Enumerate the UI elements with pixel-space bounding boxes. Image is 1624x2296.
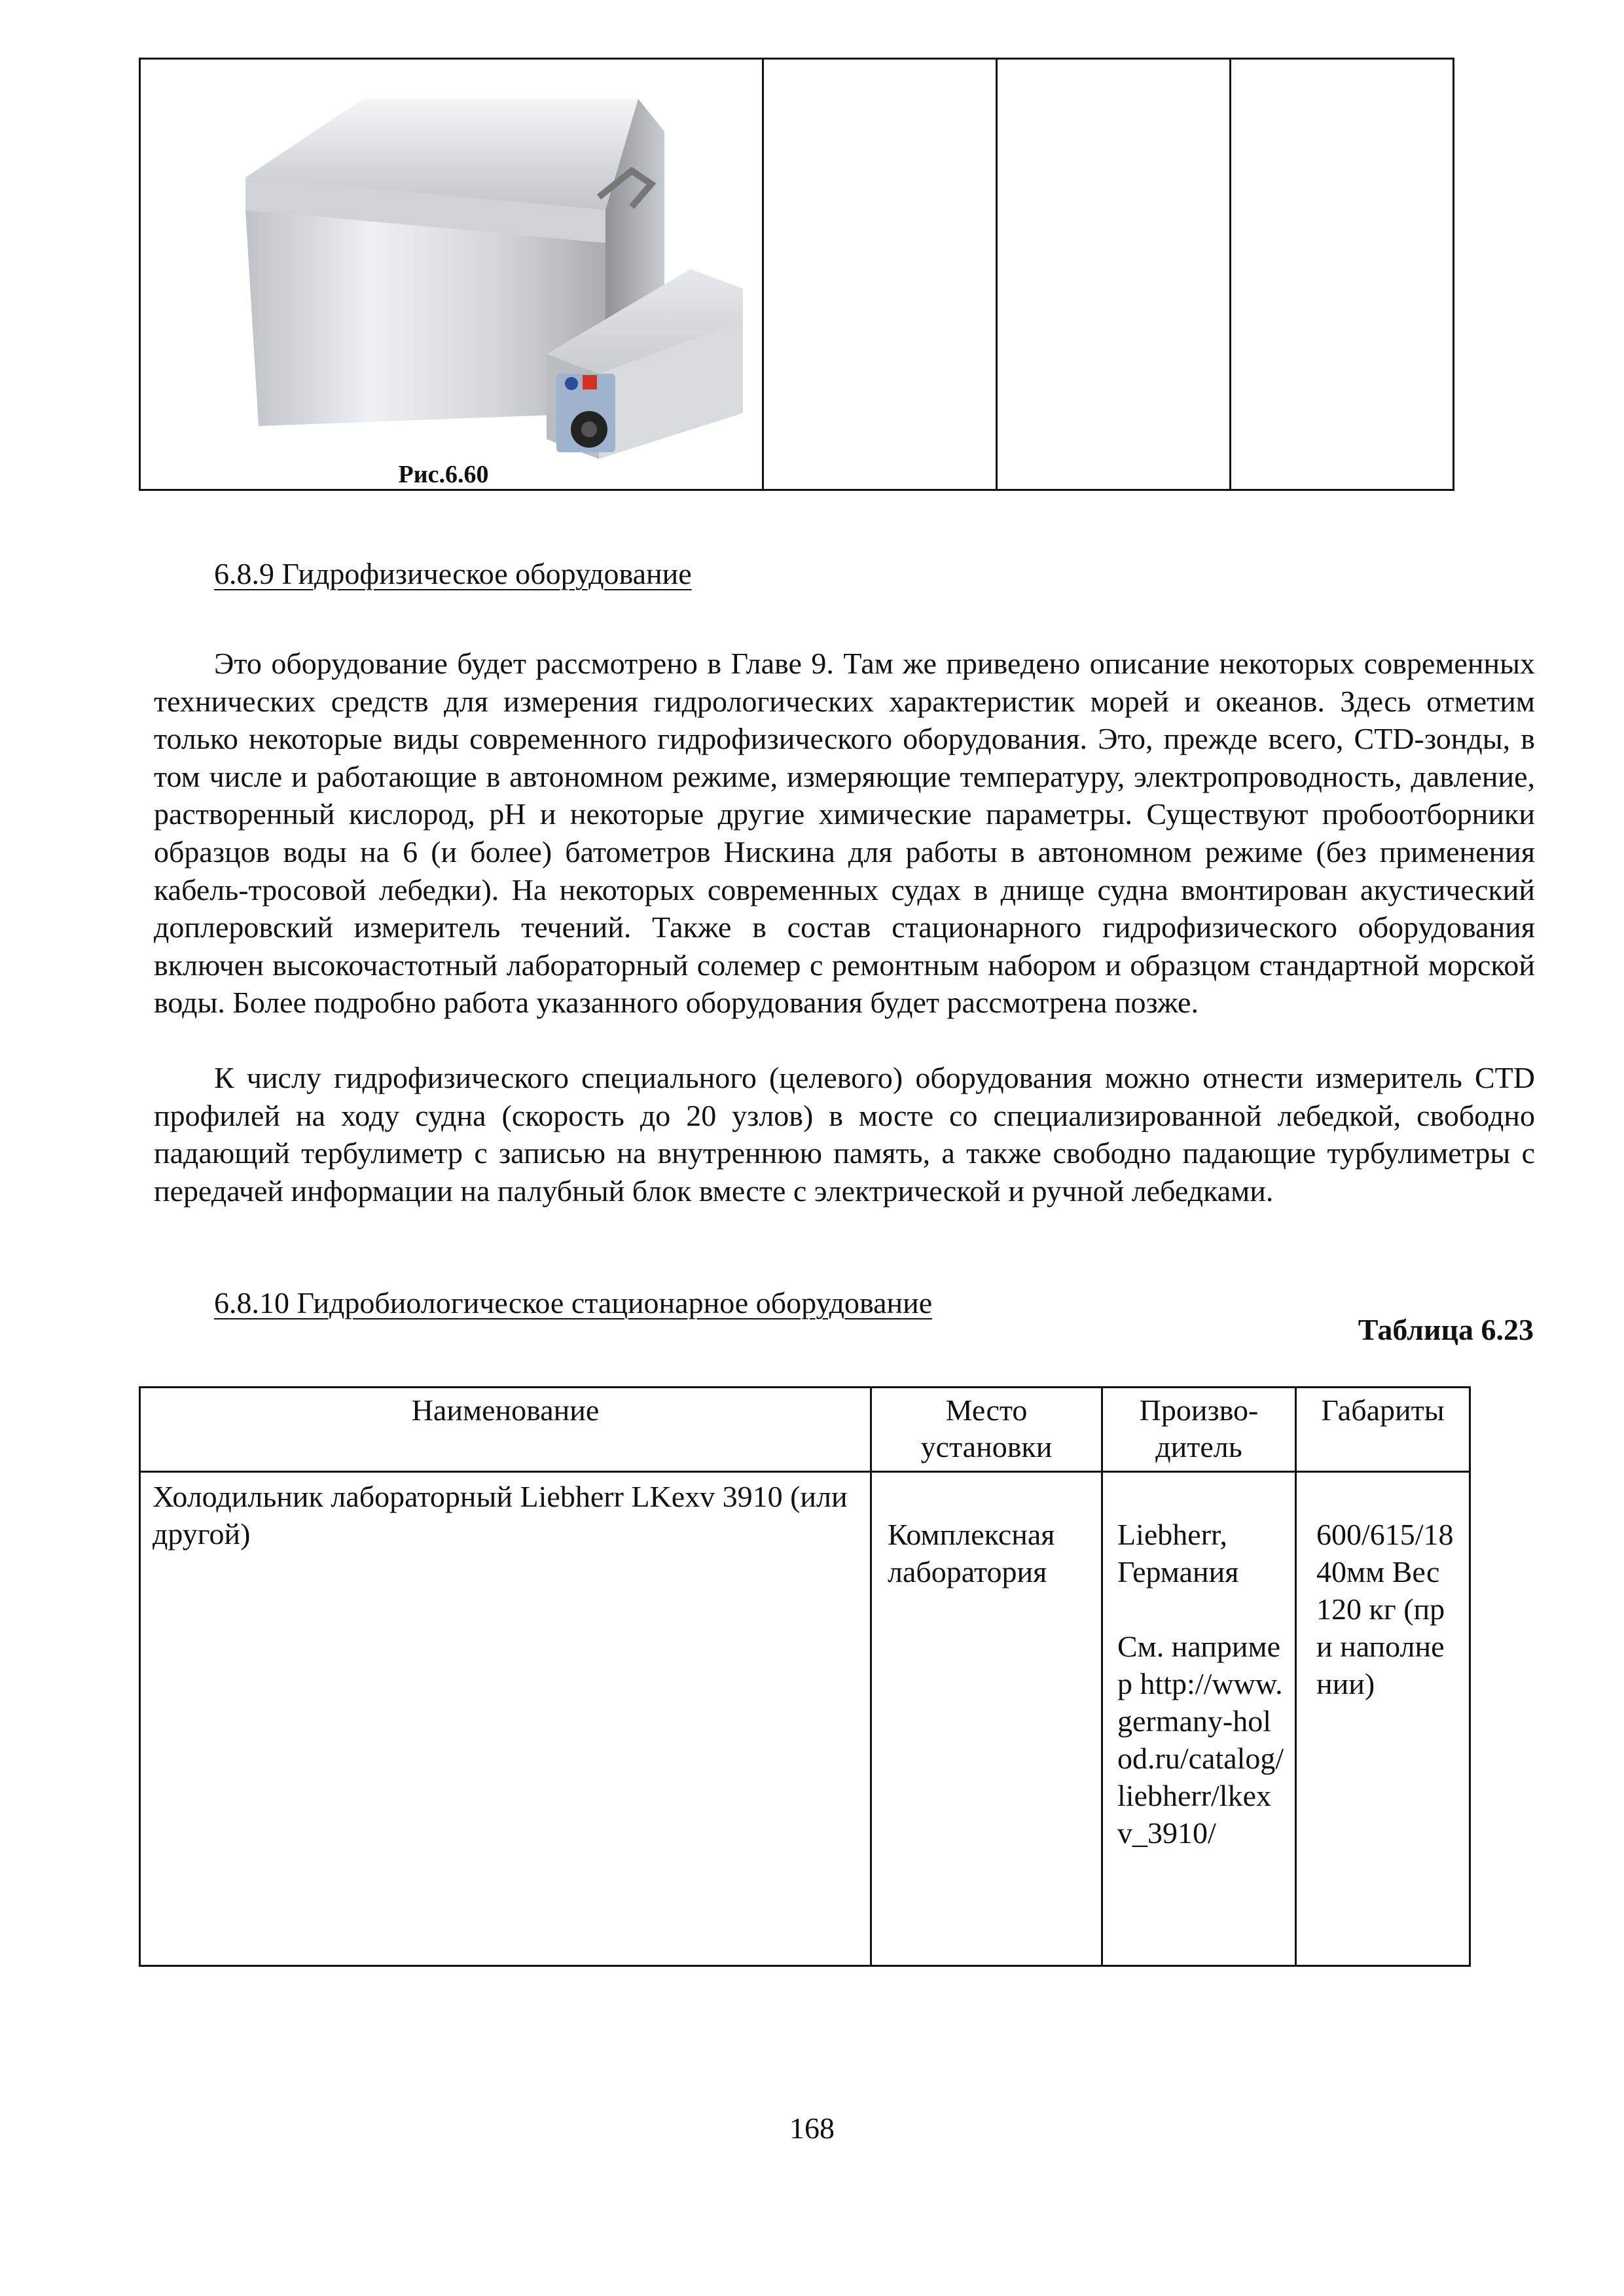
equipment-table <box>139 1386 1471 1967</box>
maker-name: Liebherr, Германия <box>1117 1518 1239 1588</box>
table-row <box>140 1472 1470 1966</box>
paragraph: Это оборудование будет рассмотрено в Главе 9. Там же приведено описание некоторых современных технических средств для измерения гидрологических характеристик морей и океанов. Здесь отметим только некоторые виды современного гидрофизического оборудования. Это, прежде всего, CTD-зонды, в том числе и работающие в автономном режиме, измеряющие температуру, электропроводность, давление, растворенный кислород, pH и некоторые другие химические параметры. Существуют пробоотборники образцов воды на 6 (и более) батометров Нискина для работы в автономном режиме (без применения кабель-тросовой лебедки). На некоторых современных судах в днище судна вмонтирован акустический доплеровский измеритель течений. Также в состав стационарного гидрофизического оборудования включен высокочастотный лабораторный солемер с ремонтным набором и образцом стандартной морской воды. Более подробно работа указанного оборудования будет рассмотрена позже. <box>154 647 1535 1020</box>
column-header-maker: Произво-дитель <box>1102 1388 1296 1472</box>
maker-link: См. например http://www.germany-holod.ru/catalog/liebherr/lkexv_3910/ <box>1117 1630 1284 1850</box>
cell-maker <box>1102 1472 1296 1966</box>
column-header-place: Место установки <box>871 1388 1102 1472</box>
page-number: 168 <box>789 2111 835 2145</box>
column-header-name: Наименование <box>140 1388 871 1472</box>
section-heading: 6.8.10 Гидробиологическое стационарное оборудование <box>214 1286 933 1319</box>
cell-dims: 600/615/1840мм Вес 120 кг (при наполнении) <box>1296 1472 1470 1966</box>
section-heading: 6.8.9 Гидрофизическое оборудование <box>214 557 692 590</box>
paragraph: К числу гидрофизического специального (целевого) оборудования можно отнести измеритель CTD профилей на ходу судна (скорость до 20 узлов) в мосте со специализированной лебедкой, свободно падающий тербулиметр с записью на внутреннюю память, а также свободно падающие турбулиметры с передачей информации на палубный блок вместе с электрической и ручной лебедками. <box>154 1061 1535 1208</box>
figure-caption: Рис.6.60 <box>398 461 489 488</box>
cell-name: Холодильник лабораторный Liebherr LKexv 3910 (или другой) <box>140 1472 871 1966</box>
spacer <box>1117 1590 1286 1628</box>
figure-table <box>139 58 1454 491</box>
table-title: Таблица 6.23 <box>1358 1313 1534 1346</box>
table-divider <box>996 60 998 489</box>
laboratory-water-bath-image <box>180 73 743 459</box>
table-divider <box>1229 60 1231 489</box>
column-header-dims: Габариты <box>1296 1388 1470 1472</box>
cell-place: Комплексная лаборатория <box>871 1472 1102 1966</box>
table-divider <box>762 60 764 489</box>
table-header-row <box>140 1388 1470 1472</box>
